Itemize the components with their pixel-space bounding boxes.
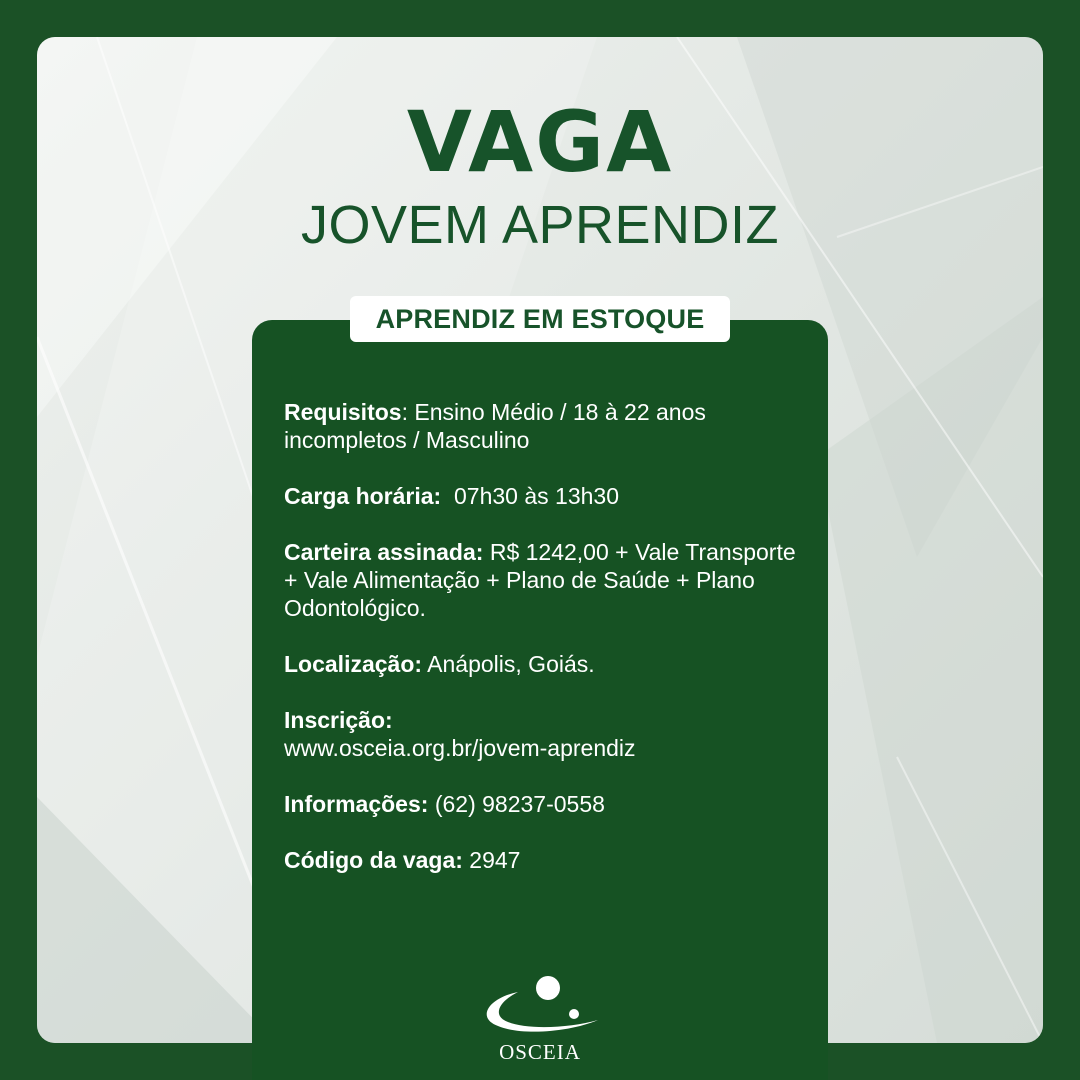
job-details-list (284, 398, 804, 902)
codigo-label: Código da vaga: (284, 847, 463, 873)
osceia-logo-text: OSCEIA (499, 1040, 581, 1064)
carga-horaria-value: 07h30 às 13h30 (441, 483, 619, 509)
page-title: VAGA (406, 93, 674, 191)
carteira-item (284, 538, 804, 622)
localizacao-label: Localização: (284, 651, 423, 677)
inscricao-label: Inscrição: (284, 707, 393, 733)
requisitos-item (284, 398, 804, 454)
codigo-value: 2947 (462, 847, 521, 873)
carga-horaria-label: Carga horária: (284, 483, 442, 509)
requisitos-value: : Ensino Médio / 18 à 22 anos incompletos / Masculino (284, 399, 706, 453)
job-title-badge: APRENDIZ EM ESTOQUE (350, 296, 730, 342)
inscricao-link[interactable]: www.osceia.org.br/jovem-aprendiz (284, 735, 636, 761)
page-subtitle: JOVEM APRENDIZ (300, 195, 780, 255)
carteira-label: Carteira assinada: (284, 539, 484, 565)
informacoes-label: Informações: (284, 791, 429, 817)
informacoes-item (284, 790, 804, 818)
requisitos-label: Requisitos (284, 399, 402, 425)
informacoes-phone[interactable]: (62) 98237-0558 (428, 791, 605, 817)
carga-horaria-item (284, 482, 804, 510)
inscricao-item (284, 706, 804, 762)
localizacao-value: Anápolis, Goiás. (422, 651, 595, 677)
carteira-value: R$ 1242,00 + Vale Transporte + Vale Alimentação + Plano de Saúde + Plano Odontológico. (284, 539, 796, 621)
codigo-item (284, 846, 804, 874)
localizacao-item (284, 650, 804, 678)
